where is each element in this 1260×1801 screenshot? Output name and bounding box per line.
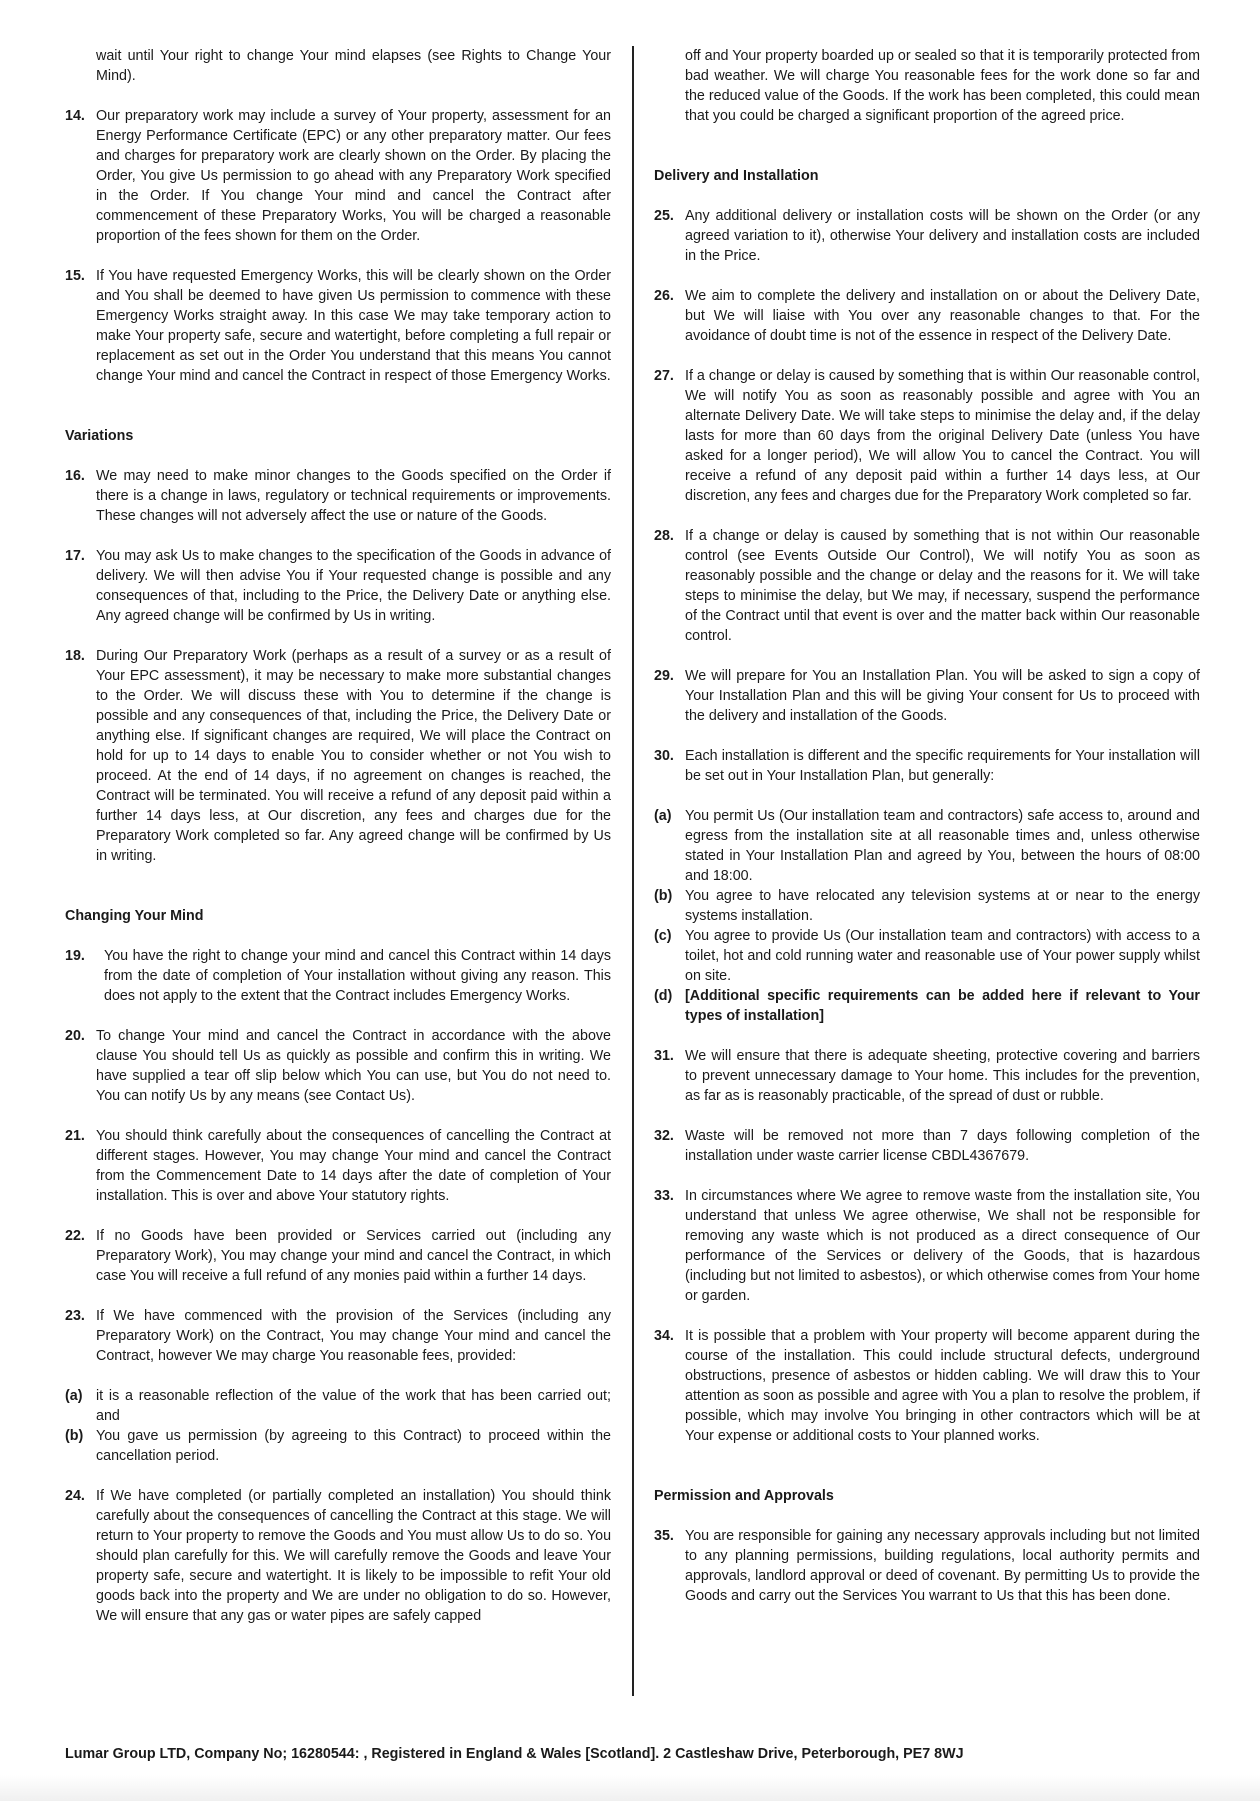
clause-15: [65, 266, 611, 386]
clause-28: [654, 526, 1200, 646]
clause-text: If You have requested Emergency Works, this will be clearly shown on the Order and You shall be deemed to have given Us permission to commence with these Emergency Works straight away. In this case We may take temporary action to make Your property safe, secure and watertight, before completing a full repair or replacement as set out in the Order You understand that this means You cannot change Your mind and cancel the Contract in respect of those Emergency Works.: [96, 268, 611, 384]
clause-number: 22.: [65, 1228, 85, 1244]
clause-17: [65, 546, 611, 626]
right-column: [654, 46, 1200, 1626]
subclause-letter: (a): [654, 808, 672, 824]
clause-text: If a change or delay is caused by something that is not within Our reasonable control (see Events Outside Our Control), We will notify You as soon as reasonably possible and the change or delay and the reasons for it. We will take steps to minimise the delay, but We may, if necessary, suspend the performance of the Contract until that event is over and the matter back within Our reasonable control.: [685, 528, 1200, 644]
clause-23-b: [65, 1426, 611, 1466]
clause-number: 29.: [654, 668, 674, 684]
section-heading-permission-approvals: Permission and Approvals: [654, 1488, 834, 1504]
clause-text: If a change or delay is caused by something that is within Our reasonable control, We will notify You as soon as reasonably possible and agree with You an alternate Delivery Date. We will take steps to minimise the delay and, if the delay lasts for more than 60 days from the original Delivery Date (unless You have asked for a longer period), We will allow You to cancel the Contract. You will receive a refund of any deposit paid within a further 14 days less, at Our discretion, any fees and charges due for the Preparatory Work completed so far.: [685, 368, 1200, 504]
clause-number: 24.: [65, 1488, 85, 1504]
clause-number: 18.: [65, 648, 85, 664]
clause-30-a: [654, 806, 1200, 886]
clause-24: [65, 1486, 611, 1626]
section-heading-delivery-installation: Delivery and Installation: [654, 168, 819, 184]
paragraph-text: off and Your property boarded up or sealed so that it is temporarily protected from bad weather. We will charge You reasonable fees for the work done so far and the reduced value of the Goods. If the work has been completed, this could mean that you could be charged a significant proportion of the agreed price.: [685, 48, 1200, 124]
page-footer: Lumar Group LTD, Company No; 16280544: , Registered in England & Wales [Scotland]. 2 Castleshaw Drive, Peterborough, PE7 8WJ: [65, 1746, 964, 1762]
clause-text: Our preparatory work may include a survey of Your property, assessment for an Energy Performance Certificate (EPC) or any other preparatory matter. Our fees and charges for preparatory work are clearly shown on the Order. By placing the Order, You give Us permission to go ahead with any Preparatory Work specified in the Order. If You change Your mind and cancel the Contract after commencement of these Preparatory Works, You will be charged a reasonable proportion of the fees shown for them on the Order.: [96, 108, 611, 244]
subclause-letter: (b): [65, 1428, 84, 1444]
subclause-letter: (b): [654, 888, 673, 904]
clause-number: 23.: [65, 1308, 85, 1324]
clause-text: You may ask Us to make changes to the specification of the Goods in advance of delivery. We will then advise You if Your requested change is possible and any consequences of that, including to the Price, the Delivery Date or anything else. Any agreed change will be confirmed by Us in writing.: [96, 548, 611, 624]
clause-30: [654, 746, 1200, 786]
clause-29: [654, 666, 1200, 726]
clause-number: 15.: [65, 268, 85, 284]
clause-20: [65, 1026, 611, 1106]
section-heading-variations: Variations: [65, 428, 134, 444]
clause-number: 16.: [65, 468, 85, 484]
column-divider: [632, 46, 634, 1696]
clause-33: [654, 1186, 1200, 1306]
clause-number: 33.: [654, 1188, 674, 1204]
clause-number: 34.: [654, 1328, 674, 1344]
clause-text: During Our Preparatory Work (perhaps as a result of a survey or as a result of Your EPC assessment), it may be necessary to make more substantial changes to the Order. We will discuss these with You to determine if the change is possible and any consequences of that, including the Price, the Delivery Date or anything else. If significant changes are required, We will place the Contract on hold for up to 14 days to enable You to consider whether or not You wish to proceed. At the end of 14 days, if no agreement on changes is reached, the Contract will be terminated. You will receive a refund of any deposit paid within a further 14 days less, at Our discretion, any fees and charges due for the Preparatory Work completed so far. Any agreed change will be confirmed by Us in writing.: [96, 648, 611, 864]
subclause-letter: (c): [654, 928, 672, 944]
clause-number: 28.: [654, 528, 674, 544]
clause-22: [65, 1226, 611, 1286]
clause-text: Any additional delivery or installation costs will be shown on the Order (or any agreed variation to it), otherwise Your delivery and installation costs are included in the Price.: [685, 208, 1200, 264]
clause-text: To change Your mind and cancel the Contract in accordance with the above clause You should tell Us as quickly as possible and confirm this in writing. We have supplied a tear off slip below which You can use, but You do not need to. You can notify Us by any means (see Contact Us).: [96, 1028, 611, 1104]
section-heading-changing-your-mind: Changing Your Mind: [65, 908, 204, 924]
clause-23: [65, 1306, 611, 1366]
clause-19: [65, 946, 611, 1006]
subclause-letter: (a): [65, 1388, 83, 1404]
page-bottom-edge: [0, 1775, 1260, 1801]
clause-text: We will ensure that there is adequate sheeting, protective covering and barriers to prevent unnecessary damage to Your home. This includes for the prevention, as far as is reasonably practicable, of the spread of dust or rubble.: [685, 1048, 1200, 1104]
clause-text: You agree to have relocated any television systems at or near to the energy systems installation.: [685, 888, 1200, 924]
clause-14: [65, 106, 611, 246]
clause-text: You agree to provide Us (Our installation team and contractors) with access to a toilet, hot and cold running water and reasonable use of Your power supply whilst on site.: [685, 928, 1200, 984]
clause-text: If We have completed (or partially completed an installation) You should think carefully about the consequences of cancelling the Contract at this stage. We will return to Your property to remove the Goods and You must allow Us to do so. You should plan carefully for this. We will carefully remove the Goods and leave Your property safe, secure and watertight. It is likely to be impossible to refit Your old goods back into the property and We are under no obligation to do so. However, We will ensure that any gas or water pipes are safely capped: [96, 1488, 612, 1624]
continuation-text: [65, 46, 611, 86]
clause-32: [654, 1126, 1200, 1166]
continuation-text: [654, 46, 1200, 126]
clause-35: [654, 1526, 1200, 1606]
clause-number: 30.: [654, 748, 674, 764]
clause-text: it is a reasonable reflection of the value of the work that has been carried out; and: [96, 1388, 611, 1424]
clause-text: You gave us permission (by agreeing to this Contract) to proceed within the cancellation period.: [96, 1428, 611, 1464]
clause-31: [654, 1046, 1200, 1106]
clause-30-d: [654, 986, 1200, 1026]
clause-text: [Additional specific requirements can be added here if relevant to Your types of installation]: [685, 988, 1200, 1024]
clause-text: In circumstances where We agree to remove waste from the installation site, You understand that unless We agree otherwise, We shall not be responsible for removing any waste which is not produced as a direct consequence of Our performance of the Services or delivery of the Goods, that is hazardous (including but not limited to asbestos), or which otherwise comes from Your home or garden.: [685, 1188, 1200, 1304]
clause-number: 27.: [654, 368, 674, 384]
clause-number: 26.: [654, 288, 674, 304]
clause-23-a: [65, 1386, 611, 1426]
clause-number: 31.: [654, 1048, 674, 1064]
clause-30-b: [654, 886, 1200, 926]
clause-27: [654, 366, 1200, 506]
left-column: [65, 46, 611, 1646]
clause-number: 19.: [65, 948, 85, 964]
clause-26: [654, 286, 1200, 346]
clause-text: You have the right to change your mind and cancel this Contract within 14 days from the date of completion of Your installation without giving any reason. This does not apply to the extent that the Contract includes Emergency Works.: [104, 948, 611, 1004]
clause-text: We aim to complete the delivery and installation on or about the Delivery Date, but We will liaise with You over any reasonable changes to that. For the avoidance of doubt time is not of the essence in respect of the Delivery Date.: [685, 288, 1200, 344]
clause-number: 25.: [654, 208, 674, 224]
subclause-letter: (d): [654, 988, 673, 1004]
clause-text: You permit Us (Our installation team and contractors) safe access to, around and egress from the installation site at all reasonable times and, unless otherwise stated in Your Installation Plan and agreed by You, between the hours of 08:00 and 18:00.: [685, 808, 1200, 884]
clause-18: [65, 646, 611, 866]
clause-30-c: [654, 926, 1200, 986]
clause-number: 17.: [65, 548, 85, 564]
clause-text: Waste will be removed not more than 7 days following completion of the installation under waste carrier license CBDL4367679.: [685, 1128, 1200, 1164]
clause-text: We may need to make minor changes to the Goods specified on the Order if there is a change in laws, regulatory or technical requirements or improvements. These changes will not adversely affect the use or nature of the Goods.: [96, 468, 611, 524]
clause-number: 14.: [65, 108, 85, 124]
clause-text: If We have commenced with the provision of the Services (including any Preparatory Work) on the Contract, You may change Your mind and cancel the Contract, however We may charge You reasonable fees, provided:: [96, 1308, 611, 1364]
clause-number: 32.: [654, 1128, 674, 1144]
clause-number: 21.: [65, 1128, 85, 1144]
clause-text: If no Goods have been provided or Services carried out (including any Preparatory Work), You may change your mind and cancel the Contract, in which case You will receive a full refund of any monies paid within a further 14 days.: [96, 1228, 611, 1284]
clause-34: [654, 1326, 1200, 1446]
clause-number: 35.: [654, 1528, 674, 1544]
clause-25: [654, 206, 1200, 266]
paragraph-text: wait until Your right to change Your mind elapses (see Rights to Change Your Mind).: [96, 48, 611, 84]
clause-text: You are responsible for gaining any necessary approvals including but not limited to any planning permissions, building regulations, local authority permits and approvals, landlord approval or deed of covenant. By permitting Us to provide the Goods and carry out the Services You warrant to Us that this has been done.: [685, 1528, 1200, 1604]
clause-text: Each installation is different and the specific requirements for Your installation will be set out in Your Installation Plan, but generally:: [685, 748, 1200, 784]
clause-text: It is possible that a problem with Your property will become apparent during the course of the installation. This could include structural defects, underground obstructions, presence of asbestos or hidden cabling. We will draw this to Your attention as soon as possible and agree with You a plan to resolve the problem, if possible, which may involve You bringing in other contractors which will be at Your expense or additional costs to Your planned works.: [685, 1328, 1200, 1444]
clause-text: We will prepare for You an Installation Plan. You will be asked to sign a copy of Your Installation Plan and this will be giving Your consent for Us to proceed with the delivery and installation of the Goods.: [685, 668, 1200, 724]
clause-21: [65, 1126, 611, 1206]
clause-16: [65, 466, 611, 526]
clause-text: You should think carefully about the consequences of cancelling the Contract at different stages. However, You may change Your mind and cancel the Contract from the Commencement Date to 14 days after the date of completion of Your installation. This is over and above Your statutory rights.: [96, 1128, 611, 1204]
clause-number: 20.: [65, 1028, 85, 1044]
